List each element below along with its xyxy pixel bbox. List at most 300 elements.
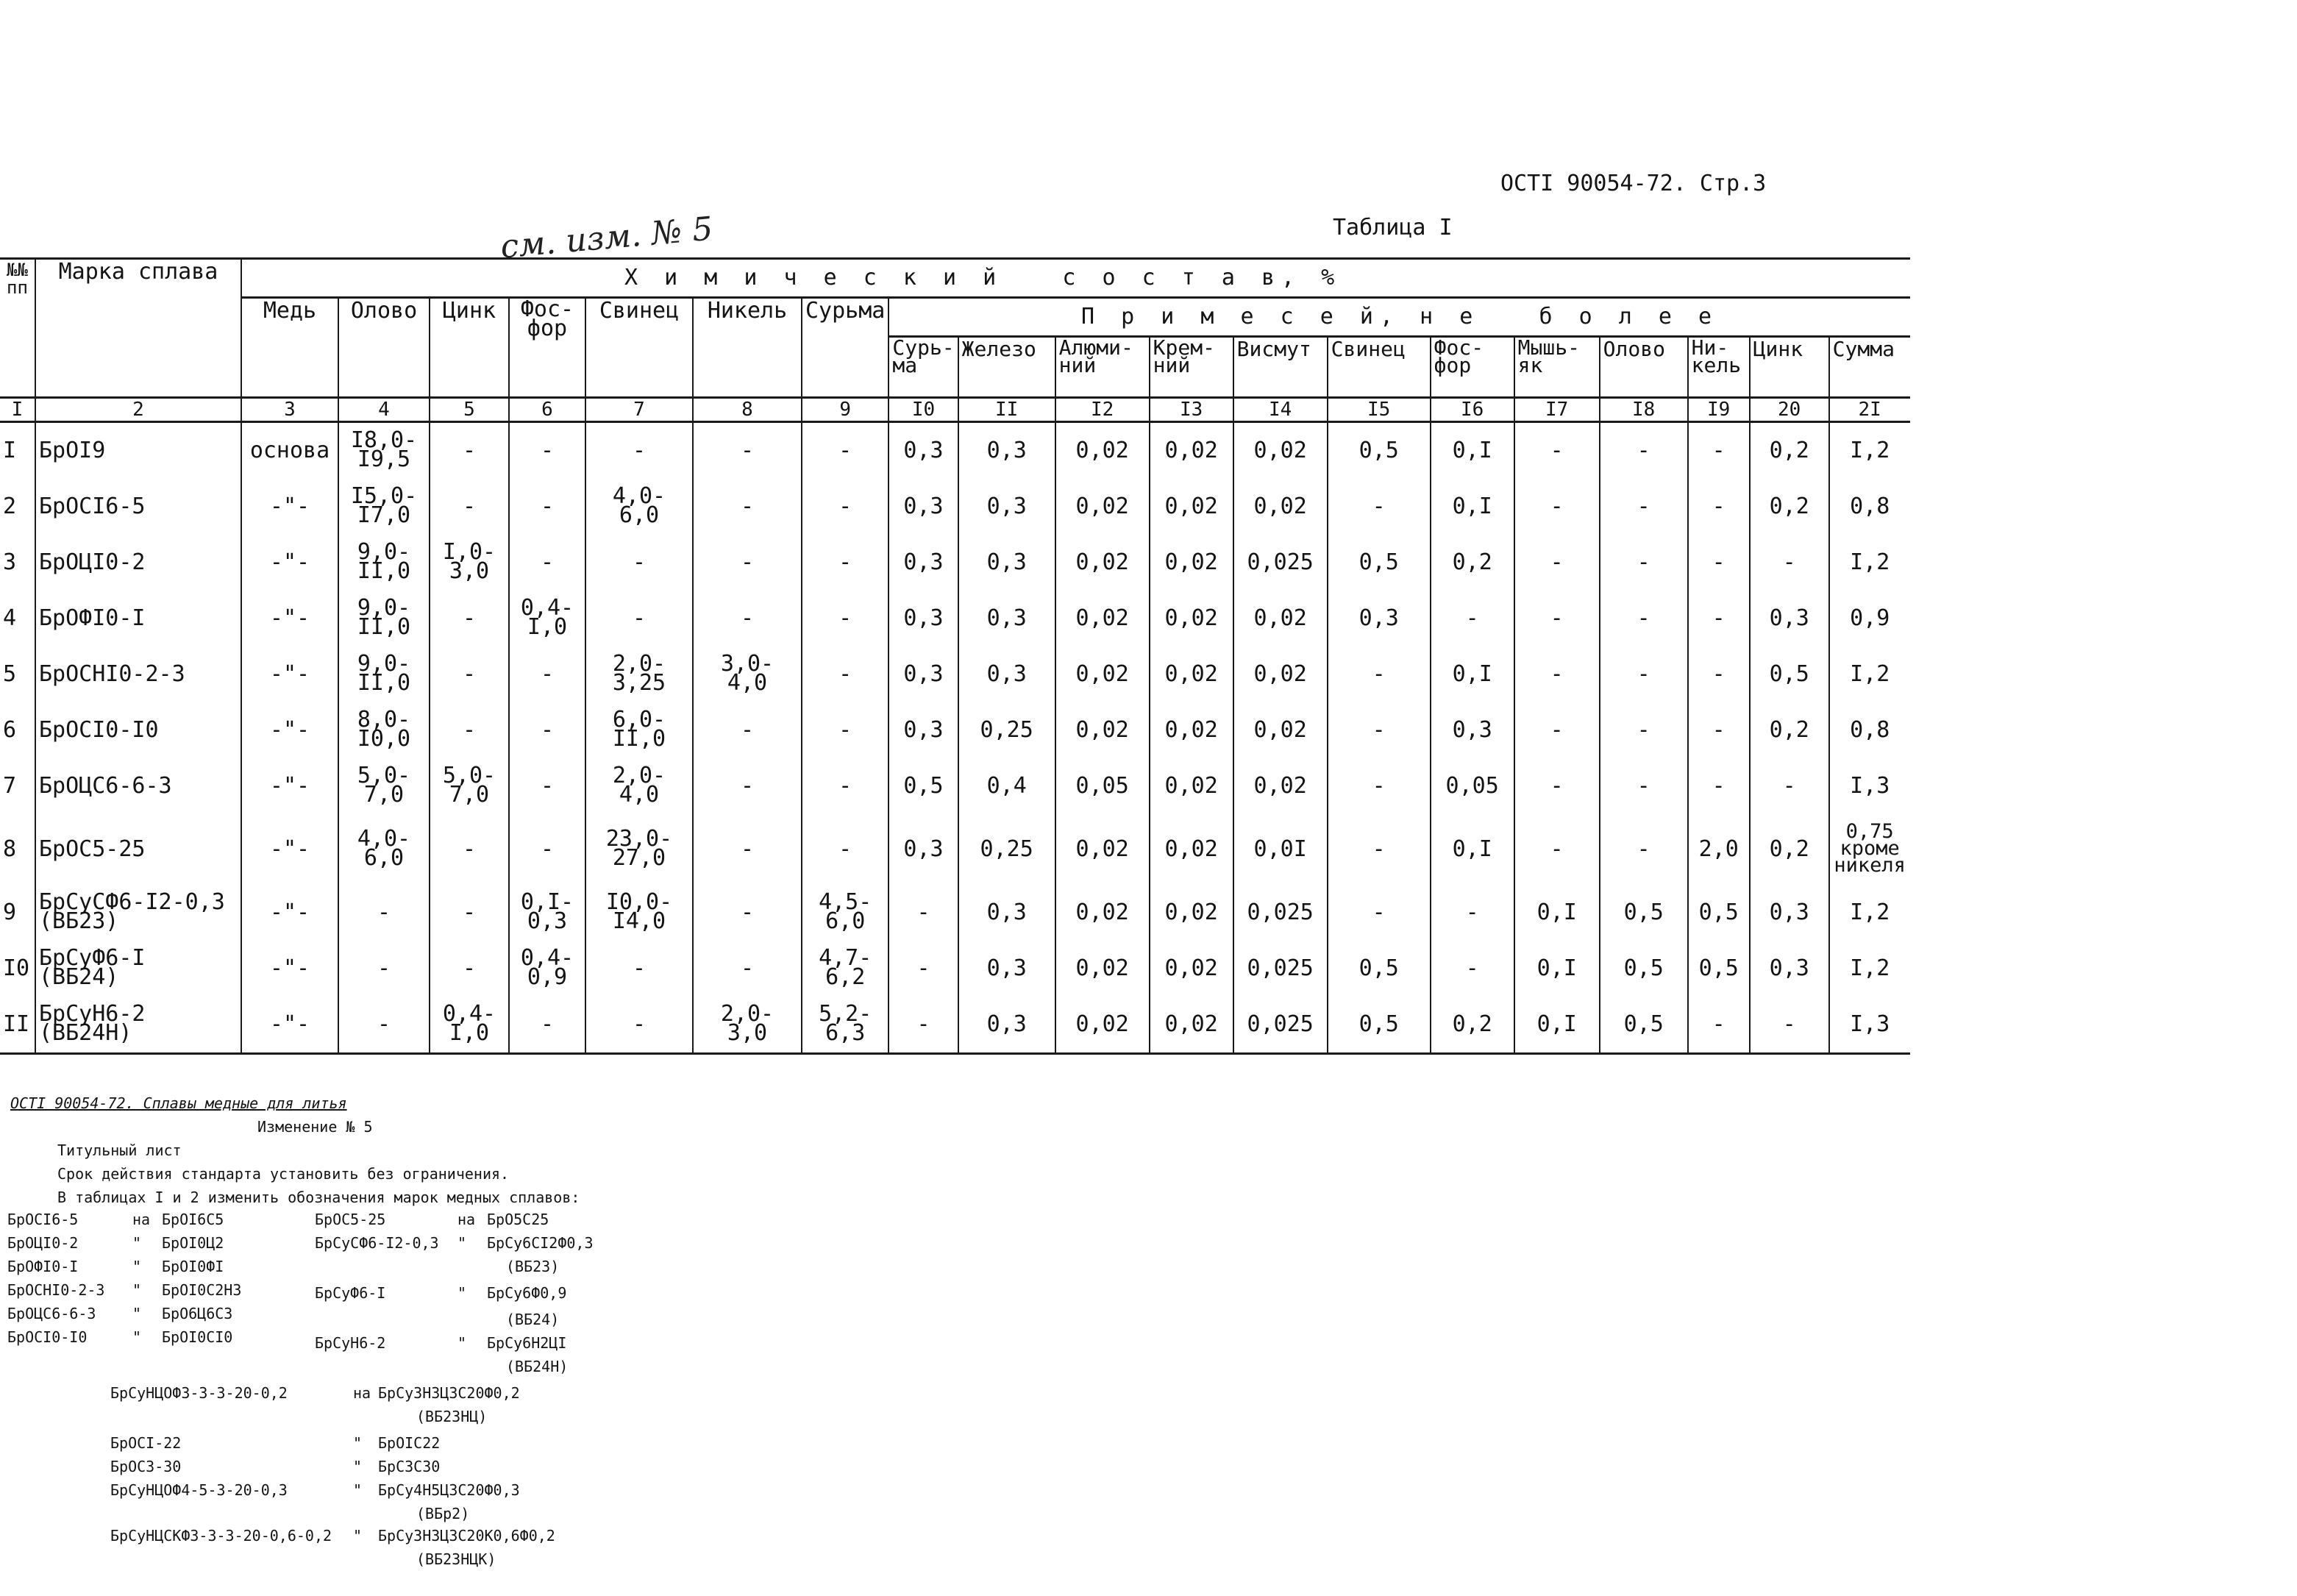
table-cell: 0,2 (1750, 479, 1829, 535)
table-cell: - (802, 702, 888, 758)
table-cell: - (693, 814, 802, 885)
table-cell: 3,0- 4,0 (693, 646, 802, 702)
table-cell: - (509, 702, 585, 758)
table-cell: 0,02 (1233, 702, 1328, 758)
new-grade: БрОI0Ц2 (162, 1234, 224, 1252)
table-cell: - (693, 479, 802, 535)
table-cell: 23,0- 27,0 (585, 814, 693, 885)
column-number-12: I2 (1055, 398, 1150, 422)
alloy-grade: БрОФI0-I (35, 591, 241, 646)
table-cell: -"- (241, 535, 338, 591)
table-cell: - (430, 591, 509, 646)
table-cell: 0,5 (1600, 885, 1688, 941)
table-cell: - (1514, 646, 1600, 702)
table-row (0, 941, 1910, 997)
table-cell: - (509, 422, 585, 480)
table-cell: 0,02 (1150, 941, 1233, 997)
table-cell: 0,3 (958, 885, 1055, 941)
table-title: Таблица I (1333, 215, 1453, 241)
handwritten-note: см. изм. № 5 (499, 210, 715, 266)
table-cell: -"- (241, 646, 338, 702)
table-cell: 0,2 (1750, 702, 1829, 758)
composition-table (0, 257, 1910, 1055)
old-grade: БрСуНЦОФ3-3-3-20-0,2 (110, 1384, 288, 1402)
table-cell: - (1600, 646, 1688, 702)
table-cell: - (1514, 535, 1600, 591)
old-grade: БрСуН6-2 (315, 1334, 386, 1352)
table-cell: - (430, 885, 509, 941)
table-cell: - (585, 535, 693, 591)
column-number-4: 4 (338, 398, 430, 422)
table-cell: 0,02 (1055, 814, 1150, 885)
table-cell: 0,02 (1233, 422, 1328, 480)
table-cell: 0,02 (1055, 479, 1150, 535)
old-grade: БрОСНI0-2-3 (7, 1281, 105, 1299)
table-cell: 0,25 (958, 702, 1055, 758)
old-grade: БрОСI6-5 (7, 1211, 79, 1228)
old-grade: БрОЦС6-6-3 (7, 1305, 96, 1322)
table-cell: 0,5 (1328, 535, 1431, 591)
replacement-word: на (353, 1384, 371, 1402)
table-row (0, 997, 1910, 1054)
table-cell: -"- (241, 479, 338, 535)
table-cell: 0,02 (1055, 885, 1150, 941)
new-grade-code: (ВБ23НЦ) (416, 1408, 488, 1425)
table-cell: - (338, 997, 430, 1054)
table-row (0, 591, 1910, 646)
table-cell: - (1600, 535, 1688, 591)
col-header-impurity-9: Олово (1600, 337, 1688, 398)
table-cell: 0,2 (1431, 997, 1514, 1054)
column-number-5: 5 (430, 398, 509, 422)
column-number-16: I6 (1431, 398, 1514, 422)
new-grade: БрОI0СI0 (162, 1328, 233, 1346)
table-cell: I,3 (1829, 997, 1910, 1054)
alloy-grade: БрОСI6-5 (35, 479, 241, 535)
row-number: 7 (3, 773, 17, 799)
table-cell: 0,4 (958, 758, 1055, 814)
table-cell: - (1688, 422, 1750, 480)
table-cell: 0,02 (1233, 591, 1328, 646)
table-cell: I,2 (1829, 535, 1910, 591)
table-cell: - (1514, 758, 1600, 814)
col-header-impurity-12: Сумма (1829, 337, 1910, 398)
table-cell: 0,3 (888, 646, 958, 702)
new-grade: БрСу3Н3Ц3С20К0,6Ф0,2 (378, 1527, 555, 1545)
replacement-word: " (353, 1527, 363, 1545)
table-cell: - (1514, 479, 1600, 535)
table-cell: 0,025 (1233, 535, 1328, 591)
table-cell: - (1328, 646, 1431, 702)
table-cell: - (1514, 814, 1600, 885)
alloy-grade: БрСуФ6-I (ВБ24) (35, 941, 241, 997)
table-cell: 0,3 (1431, 702, 1514, 758)
col-header-impurity-11: Цинк (1750, 337, 1829, 398)
table-cell: - (802, 814, 888, 885)
old-grade: БрОЦI0-2 (7, 1234, 79, 1252)
table-cell: - (888, 941, 958, 997)
table-cell: 0,05 (1431, 758, 1514, 814)
table-cell: -"- (241, 885, 338, 941)
col-header-base-2: Олово (338, 298, 430, 398)
col-header-impurity-1: Сурь- ма (888, 337, 958, 398)
table-cell: 0,4- I,0 (430, 997, 509, 1054)
col-header-base-5: Свинец (585, 298, 693, 398)
old-grade: БрОС5-25 (315, 1211, 386, 1228)
table-cell: - (693, 591, 802, 646)
table-cell: - (888, 997, 958, 1054)
table-cell: 0,02 (1150, 479, 1233, 535)
table-cell: - (802, 479, 888, 535)
col-header-impurity-10: Ни- кель (1688, 337, 1750, 398)
table-cell: 0,5 (1600, 941, 1688, 997)
new-grade: БрСу4Н5Ц3С20Ф0,3 (378, 1481, 520, 1499)
table-cell: I,2 (1829, 646, 1910, 702)
old-grade: БрОСI-22 (110, 1434, 182, 1452)
table-cell: 0,02 (1055, 535, 1150, 591)
table-cell: - (430, 646, 509, 702)
table-cell: 0,8 (1829, 479, 1910, 535)
column-number-2: 2 (35, 398, 241, 422)
column-number-1: I (0, 398, 35, 422)
table-cell: 0,5 (1328, 422, 1431, 480)
table-cell: 0,I (1431, 646, 1514, 702)
col-header-impurity-5: Висмут (1233, 337, 1328, 398)
col-header-impurity-3: Алюми- ний (1055, 337, 1150, 398)
replacement-word: " (132, 1234, 142, 1252)
table-cell: 2,0- 4,0 (585, 758, 693, 814)
table-cell: 0,02 (1150, 591, 1233, 646)
old-grade: БрСуСФ6-I2-0,3 (315, 1234, 439, 1252)
table-cell: 0,02 (1233, 646, 1328, 702)
table-cell: 4,0- 6,0 (338, 814, 430, 885)
new-grade-code: (ВБр2) (416, 1505, 470, 1522)
table-cell: 0,4- 0,9 (509, 941, 585, 997)
table-cell: - (693, 702, 802, 758)
table-cell: - (509, 479, 585, 535)
column-number-6: 6 (509, 398, 585, 422)
table-cell: 5,0- 7,0 (338, 758, 430, 814)
table-cell: -"- (241, 814, 338, 885)
table-cell: - (1328, 479, 1431, 535)
table-cell: - (1688, 997, 1750, 1054)
replacement-word: " (353, 1458, 363, 1475)
table-cell: 8,0- I0,0 (338, 702, 430, 758)
table-cell: 0,3 (888, 814, 958, 885)
table-cell: - (693, 758, 802, 814)
col-header-base-6: Никель (693, 298, 802, 398)
table-cell: 0,9 (1829, 591, 1910, 646)
column-number-18: I8 (1600, 398, 1688, 422)
table-cell: 0,5 (888, 758, 958, 814)
replacement-word: " (457, 1284, 467, 1302)
alloy-grade: БрСуСФ6-I2-0,3 (ВБ23) (35, 885, 241, 941)
new-grade: БрОI6С5 (162, 1211, 224, 1228)
table-cell: - (1600, 422, 1688, 480)
table-cell: 0,3 (958, 479, 1055, 535)
table-row (0, 479, 1910, 535)
replacement-word: " (132, 1281, 142, 1299)
table-cell: -"- (241, 702, 338, 758)
table-cell: - (430, 814, 509, 885)
row-number: 6 (3, 717, 17, 743)
old-grade: БрОФI0-I (7, 1258, 79, 1275)
table-cell: - (1328, 814, 1431, 885)
table-cell: 0,025 (1233, 941, 1328, 997)
table-cell: 4,7- 6,2 (802, 941, 888, 997)
table-cell: 0,4- I,0 (509, 591, 585, 646)
table-cell: - (430, 702, 509, 758)
replacement-word: " (353, 1434, 363, 1452)
table-cell: 0,3 (888, 479, 958, 535)
table-cell: - (1328, 702, 1431, 758)
alloy-grade: БрОI9 (35, 422, 241, 480)
row-number: 9 (3, 899, 17, 925)
table-cell: 0,02 (1233, 758, 1328, 814)
column-number-7: 7 (585, 398, 693, 422)
table-cell: 0,02 (1150, 814, 1233, 885)
table-cell: I,2 (1829, 941, 1910, 997)
composition-table-wrapper (0, 257, 1910, 1055)
column-number-11: II (958, 398, 1055, 422)
table-cell: 0,5 (1328, 997, 1431, 1054)
table-cell: 0,3 (958, 997, 1055, 1054)
table-row (0, 422, 1910, 480)
table-cell: 0,02 (1055, 646, 1150, 702)
table-cell: - (1688, 591, 1750, 646)
table-cell: 0,5 (1750, 646, 1829, 702)
table-cell: - (338, 885, 430, 941)
col-header-base-7: Сурьма (802, 298, 888, 398)
amendment-change-number: Изменение № 5 (257, 1118, 373, 1136)
row-number: 2 (3, 494, 17, 519)
table-cell: - (1600, 591, 1688, 646)
table-cell: 0,02 (1055, 702, 1150, 758)
table-cell: 0,2 (1431, 535, 1514, 591)
alloy-grade: БрОСI0-I0 (35, 702, 241, 758)
table-cell: 0,05 (1055, 758, 1150, 814)
table-cell: - (338, 941, 430, 997)
table-cell: -"- (241, 941, 338, 997)
table-cell: 4,0- 6,0 (585, 479, 693, 535)
old-grade: БрСуНЦОФ4-5-3-20-0,3 (110, 1481, 288, 1499)
table-cell: 0,02 (1150, 702, 1233, 758)
column-number-19: I9 (1688, 398, 1750, 422)
table-cell: - (585, 997, 693, 1054)
replacement-word: " (353, 1481, 363, 1499)
table-cell: - (1431, 885, 1514, 941)
column-number-13: I3 (1150, 398, 1233, 422)
table-cell: 5,0- 7,0 (430, 758, 509, 814)
col-header-base-4: Фос- фор (509, 298, 585, 398)
col-header-impurity-4: Крем- ний (1150, 337, 1233, 398)
table-cell: 0,75 кроме никеля (1829, 814, 1910, 885)
replacement-word: " (457, 1234, 467, 1252)
table-cell: - (509, 535, 585, 591)
table-cell: - (802, 758, 888, 814)
replacement-word: " (132, 1305, 142, 1322)
table-cell: 0,I (1431, 479, 1514, 535)
table-cell: - (430, 941, 509, 997)
table-cell: - (1514, 591, 1600, 646)
impurities-header: П р и м е с е й, н е б о л е е (888, 298, 1909, 337)
table-cell: 0,5 (1328, 941, 1431, 997)
table-row (0, 535, 1910, 591)
alloy-grade: БрСуН6-2 (ВБ24Н) (35, 997, 241, 1054)
table-cell: 0,025 (1233, 997, 1328, 1054)
table-cell: 0,02 (1055, 997, 1150, 1054)
table-cell: 0,3 (888, 422, 958, 480)
new-grade: БрОI0ФI (162, 1258, 224, 1275)
table-cell: - (509, 814, 585, 885)
table-cell: I,2 (1829, 885, 1910, 941)
table-cell: 0,5 (1688, 885, 1750, 941)
table-cell: - (1750, 997, 1829, 1054)
col-header-number: №№ пп (0, 259, 35, 398)
table-cell: - (1688, 646, 1750, 702)
table-cell: 0,3 (888, 591, 958, 646)
table-cell: - (693, 941, 802, 997)
old-grade: БрСуНЦСКФ3-3-3-20-0,6-0,2 (110, 1527, 332, 1545)
new-grade: БрСу3Н3Ц3С20Ф0,2 (378, 1384, 520, 1402)
table-cell: - (1688, 479, 1750, 535)
row-number: 5 (3, 661, 17, 687)
table-cell: 0,3 (958, 535, 1055, 591)
new-grade: БрО6Ц6С3 (162, 1305, 233, 1322)
table-cell: 0,I (1431, 422, 1514, 480)
table-cell: основа (241, 422, 338, 480)
column-number-14: I4 (1233, 398, 1328, 422)
col-header-impurity-7: Фос- фор (1431, 337, 1514, 398)
table-cell: - (509, 997, 585, 1054)
table-cell: 0,3 (1750, 885, 1829, 941)
row-number: I (3, 438, 17, 463)
table-cell: 2,0- 3,25 (585, 646, 693, 702)
table-cell: - (1688, 758, 1750, 814)
table-cell: 0,0I (1233, 814, 1328, 885)
table-cell: - (693, 422, 802, 480)
replacement-word: на (132, 1211, 151, 1228)
table-cell: 0,3 (1750, 941, 1829, 997)
column-number-17: I7 (1514, 398, 1600, 422)
table-cell: 0,02 (1150, 422, 1233, 480)
alloy-grade: БрОСНI0-2-3 (35, 646, 241, 702)
table-cell: - (1514, 702, 1600, 758)
table-row (0, 646, 1910, 702)
table-cell: - (888, 885, 958, 941)
table-cell: I,2 (1829, 422, 1910, 480)
table-cell: 0,02 (1150, 758, 1233, 814)
table-cell: 0,02 (1233, 479, 1328, 535)
old-grade: БрСуФ6-I (315, 1284, 386, 1302)
column-number-20: 20 (1750, 398, 1829, 422)
table-cell: 0,02 (1150, 885, 1233, 941)
col-header-impurity-8: Мышь- як (1514, 337, 1600, 398)
table-cell: - (430, 479, 509, 535)
table-cell: 0,5 (1688, 941, 1750, 997)
column-number-10: I0 (888, 398, 958, 422)
table-cell: - (802, 422, 888, 480)
amendment-intro: В таблицах I и 2 изменить обозначения марок медных сплавов: (57, 1189, 580, 1206)
table-cell: 0,I (1514, 997, 1600, 1054)
table-cell: 0,3 (958, 591, 1055, 646)
new-grade: БрСу6СI2Ф0,3 (487, 1234, 594, 1252)
alloy-grade: БрОС5-25 (35, 814, 241, 885)
table-cell: - (430, 422, 509, 480)
table-cell: 0,2 (1750, 422, 1829, 480)
table-cell: - (1431, 941, 1514, 997)
table-cell: 0,3 (958, 941, 1055, 997)
table-cell: - (1688, 702, 1750, 758)
table-cell: 0,I (1431, 814, 1514, 885)
table-cell: 5,2- 6,3 (802, 997, 888, 1054)
col-header-grade: Марка сплава (35, 259, 241, 398)
new-grade: (ВБ24Н) (506, 1358, 569, 1375)
table-cell: 0,02 (1150, 535, 1233, 591)
table-cell: 0,3 (888, 702, 958, 758)
old-grade: БрОСI0-I0 (7, 1328, 88, 1346)
new-grade: БрОIС22 (378, 1434, 441, 1452)
table-cell: 0,3 (888, 535, 958, 591)
table-cell: - (1688, 535, 1750, 591)
new-grade: (ВБ24) (506, 1311, 560, 1328)
table-cell: - (1514, 422, 1600, 480)
new-grade: (ВБ23) (506, 1258, 560, 1275)
table-cell: - (509, 646, 585, 702)
table-cell: - (585, 941, 693, 997)
table-cell: - (802, 535, 888, 591)
table-cell: - (1750, 758, 1829, 814)
table-cell: - (1431, 591, 1514, 646)
table-cell: 9,0- II,0 (338, 591, 430, 646)
replacement-word: " (132, 1328, 142, 1346)
alloy-grade: БрОЦI0-2 (35, 535, 241, 591)
table-cell: - (693, 885, 802, 941)
col-header-impurity-6: Свинец (1328, 337, 1431, 398)
table-row (0, 885, 1910, 941)
col-header-base-3: Цинк (430, 298, 509, 398)
table-row (0, 814, 1910, 885)
row-number: 8 (3, 836, 17, 862)
amendment-validity: Срок действия стандарта установить без ограничения. (57, 1165, 510, 1183)
table-cell: - (1600, 702, 1688, 758)
table-cell: - (585, 422, 693, 480)
new-grade: БрСу6Ф0,9 (487, 1284, 567, 1302)
table-cell: 0,2 (1750, 814, 1829, 885)
table-cell: 0,02 (1055, 591, 1150, 646)
alloy-grade: БрОЦС6-6-3 (35, 758, 241, 814)
new-grade: БрО5С25 (487, 1211, 549, 1228)
new-grade: БрСу6Н2ЦI (487, 1334, 567, 1352)
table-cell: 0,02 (1055, 422, 1150, 480)
col-header-impurity-2: Железо (958, 337, 1055, 398)
column-number-8: 8 (693, 398, 802, 422)
table-cell: 0,3 (1328, 591, 1431, 646)
table-cell: -"- (241, 997, 338, 1054)
row-number: 4 (3, 605, 17, 631)
table-cell: 0,I (1514, 885, 1600, 941)
table-cell: 9,0- II,0 (338, 535, 430, 591)
chem-composition-header: Х и м и ч е с к и й с о с т а в, % (241, 259, 1910, 298)
table-cell: - (1600, 814, 1688, 885)
table-cell: 0,I (1514, 941, 1600, 997)
row-number: I0 (3, 955, 30, 981)
old-grade: БрОС3-30 (110, 1458, 182, 1475)
column-number-15: I5 (1328, 398, 1431, 422)
new-grade: БрОI0С2Н3 (162, 1281, 242, 1299)
amendment-title-page: Титульный лист (57, 1141, 182, 1159)
table-cell: 0,8 (1829, 702, 1910, 758)
